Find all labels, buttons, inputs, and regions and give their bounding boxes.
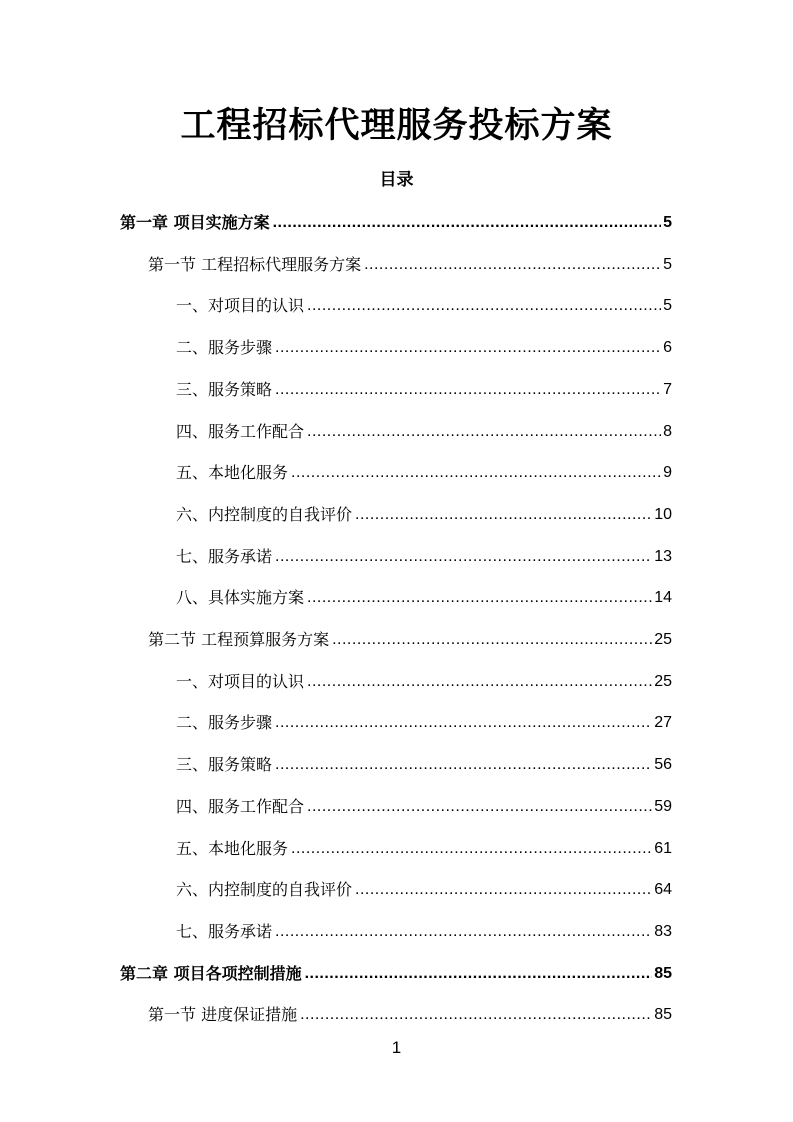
- toc-entry-page: 5: [663, 255, 672, 273]
- toc-entry[interactable]: [176, 875, 672, 901]
- toc-entry-label: 六、内控制度的自我评价: [176, 880, 353, 900]
- toc-entry[interactable]: [176, 834, 672, 860]
- toc-entry-label: 一、对项目的认识: [176, 671, 305, 691]
- toc-entry-page: 64: [654, 881, 672, 899]
- toc-entry-page: 27: [654, 714, 672, 732]
- toc-leader-dots: [273, 212, 662, 234]
- toc-entry-page: 7: [663, 380, 672, 398]
- toc-entry-label: 五、本地化服务: [176, 463, 289, 483]
- toc-entry-page: 14: [654, 589, 672, 607]
- toc-entry-label: 第一节 工程招标代理服务方案: [148, 254, 362, 274]
- document-title: 工程招标代理服务投标方案: [180, 105, 613, 146]
- toc-entry-page: 6: [663, 339, 672, 357]
- toc-leader-dots: [364, 254, 661, 276]
- toc-entry[interactable]: [148, 625, 672, 651]
- toc-entry-page: 85: [654, 1006, 672, 1024]
- toc-entry[interactable]: [176, 500, 672, 526]
- toc-leader-dots: [291, 838, 652, 860]
- toc-entry[interactable]: [176, 708, 672, 734]
- toc-entry[interactable]: [176, 917, 672, 943]
- toc-entry[interactable]: [120, 208, 672, 234]
- toc-entry[interactable]: [176, 750, 672, 776]
- toc-leader-dots: [291, 462, 661, 484]
- toc-entry-label: 三、服务策略: [176, 755, 273, 775]
- toc-entry-label: 八、具体实施方案: [176, 588, 305, 608]
- toc-leader-dots: [275, 379, 661, 401]
- toc-entry-label: 二、服务步骤: [176, 713, 273, 733]
- toc-leader-dots: [307, 796, 652, 818]
- toc-leader-dots: [355, 879, 652, 901]
- toc-entry-page: 83: [654, 922, 672, 940]
- toc-leader-dots: [275, 337, 661, 359]
- toc-entry-label: 第一节 进度保证措施: [148, 1005, 298, 1025]
- toc-leader-dots: [300, 1004, 652, 1026]
- toc-entry-page: 25: [654, 631, 672, 648]
- toc-entry-label: 第二节 工程预算服务方案: [148, 630, 330, 649]
- toc-entry-label: 七、服务承诺: [176, 921, 273, 941]
- toc-entry-label: 六、内控制度的自我评价: [176, 504, 353, 524]
- toc-entry-page: 5: [663, 214, 672, 231]
- toc-entry[interactable]: [176, 542, 672, 568]
- toc-entry-page: 13: [654, 547, 672, 565]
- toc-entry[interactable]: [148, 1000, 672, 1026]
- toc-entry[interactable]: [176, 667, 672, 693]
- toc-entry-page: 25: [654, 672, 672, 690]
- toc-entry-page: 85: [654, 964, 672, 982]
- toc-entry[interactable]: [148, 250, 672, 276]
- toc-leader-dots: [275, 921, 652, 943]
- toc-entry-label: 一、对项目的认识: [176, 296, 305, 316]
- toc-leader-dots: [307, 671, 652, 693]
- toc-entry-label: 五、本地化服务: [176, 838, 289, 858]
- toc-entry-page: 56: [654, 756, 672, 774]
- toc-entry-page: 8: [663, 422, 672, 440]
- toc-leader-dots: [307, 295, 661, 317]
- toc-leader-dots: [275, 754, 652, 776]
- toc-entry-page: 10: [654, 505, 672, 523]
- toc-leader-dots: [275, 546, 652, 568]
- toc-entry-label: 七、服务承诺: [176, 546, 273, 566]
- toc-entry[interactable]: [176, 417, 672, 443]
- toc-entry-page: 59: [654, 797, 672, 815]
- toc-entry-label: 三、服务策略: [176, 379, 273, 399]
- toc-heading: 目录: [379, 170, 414, 190]
- toc-entry-label: 四、服务工作配合: [176, 796, 305, 816]
- toc-entry[interactable]: [176, 291, 672, 317]
- toc-leader-dots: [275, 712, 652, 734]
- toc-leader-dots: [307, 421, 661, 443]
- toc-entry-label: 四、服务工作配合: [176, 421, 305, 441]
- toc-leader-dots: [305, 963, 653, 985]
- toc-entry[interactable]: [176, 792, 672, 818]
- toc-entry[interactable]: [120, 959, 672, 985]
- toc-entry-page: 61: [654, 839, 672, 857]
- toc-entry[interactable]: [176, 375, 672, 401]
- toc-leader-dots: [307, 587, 652, 609]
- toc-entry-label: 第二章 项目各项控制措施: [120, 963, 302, 983]
- toc-leader-dots: [332, 629, 652, 651]
- toc-entry-page: 5: [663, 297, 672, 315]
- toc-entry[interactable]: [176, 583, 672, 609]
- toc-entry[interactable]: [176, 458, 672, 484]
- toc-entry[interactable]: [176, 333, 672, 359]
- toc-leader-dots: [355, 504, 652, 526]
- toc-entry-label: 第一章 项目实施方案: [120, 213, 270, 232]
- page-number: 1: [391, 1038, 402, 1057]
- toc-entry-page: 9: [663, 464, 672, 482]
- toc-entry-label: 二、服务步骤: [176, 338, 273, 358]
